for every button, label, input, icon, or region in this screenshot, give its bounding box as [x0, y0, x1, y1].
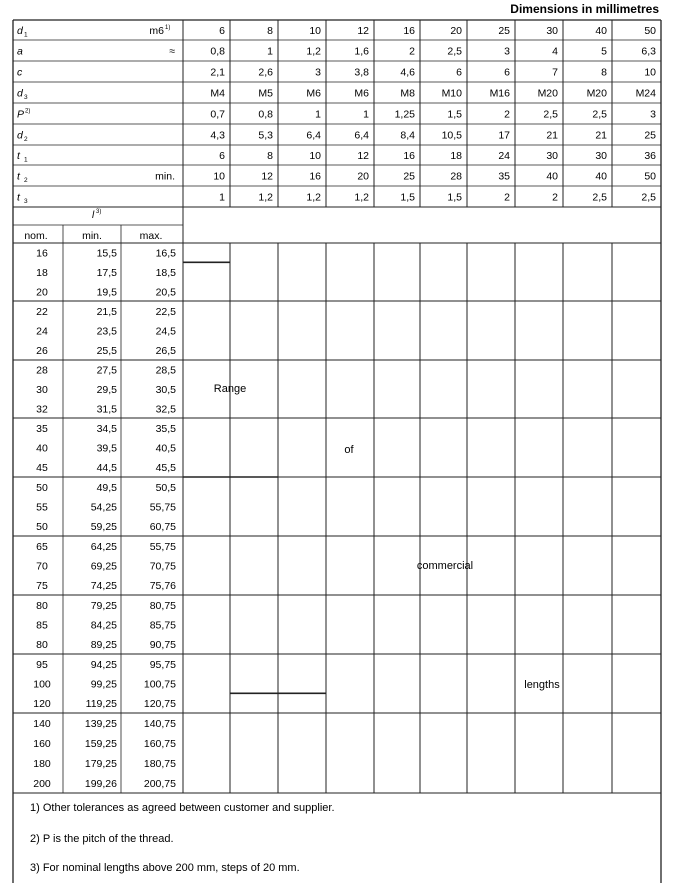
length-maximum: 55,75 [149, 501, 176, 514]
param-value: 5,3 [258, 129, 273, 142]
length-row [36, 620, 176, 632]
length-nominal: 30 [36, 384, 48, 396]
length-maximum: 18,5 [155, 267, 176, 279]
length-minimum: 44,5 [96, 462, 117, 475]
length-maximum: 50,5 [155, 481, 176, 494]
param-value: M8 [400, 87, 415, 100]
length-row [36, 600, 176, 612]
param-value: 1 [315, 108, 321, 121]
param-value: 40 [595, 25, 607, 37]
length-maximum: 70,75 [149, 560, 176, 573]
length-nominal: 100 [33, 678, 51, 691]
footnote-3: 3) For nominal lengths above 200 mm, steps of 20 mm. [30, 862, 300, 874]
param-symbol: d [17, 25, 23, 37]
param-value: 6,4 [306, 129, 321, 142]
param-value: 24 [498, 150, 510, 162]
length-row [36, 561, 176, 573]
parameter-rows [17, 25, 656, 205]
length-maximum: 22,5 [155, 305, 176, 318]
length-minimum: 159,25 [84, 738, 117, 750]
max-column-header: max. [139, 230, 163, 242]
param-value: 1 [267, 45, 273, 58]
param-value: 2,5 [592, 108, 607, 121]
length-group [33, 718, 176, 790]
length-nominal: 85 [36, 619, 48, 632]
length-minimum: 99,25 [90, 678, 117, 691]
param-value: 2 [504, 191, 510, 204]
length-nominal: 18 [36, 267, 48, 279]
length-minimum: 94,25 [90, 658, 117, 671]
length-row [33, 758, 176, 770]
length-minimum: 25,5 [96, 345, 117, 358]
length-row [33, 778, 176, 790]
range-word-3: commercial [416, 560, 474, 572]
length-minimum: 69,25 [90, 560, 117, 573]
length-group [36, 365, 176, 416]
param-value: 8 [267, 150, 273, 162]
param-value: M16 [489, 87, 510, 100]
length-nominal: 50 [36, 521, 48, 534]
param-value: 4,6 [400, 66, 415, 79]
length-nominal: 140 [33, 718, 51, 730]
param-value: 18 [450, 150, 462, 162]
length-minimum: 64,25 [90, 540, 117, 553]
param-symbol: a [17, 45, 23, 58]
param-value: 30 [595, 150, 607, 162]
param-value: 40 [546, 170, 558, 183]
param-value: 1,2 [258, 191, 273, 204]
length-maximum: 120,75 [143, 698, 176, 711]
length-minimum: 29,5 [96, 384, 117, 396]
length-row [33, 698, 176, 710]
length-row [33, 718, 176, 730]
param-value: 2,6 [258, 66, 273, 79]
min-column-header: min. [82, 230, 102, 242]
param-row [17, 88, 656, 102]
length-maximum: 75,76 [149, 580, 176, 593]
param-subscript: 3 [24, 198, 28, 205]
param-value: 6 [219, 25, 225, 37]
length-group [36, 248, 176, 299]
param-value: 20 [450, 25, 462, 37]
param-note: min. [155, 170, 175, 183]
length-group [36, 482, 176, 533]
length-group [36, 306, 176, 357]
length-nominal: 65 [36, 540, 48, 553]
length-nominal: 120 [33, 698, 51, 711]
length-maximum: 45,5 [155, 462, 176, 475]
param-value: 4 [552, 45, 558, 58]
length-minimum: 27,5 [96, 364, 117, 377]
param-value: 2,5 [592, 191, 607, 204]
length-maximum: 100,75 [143, 678, 176, 691]
param-row [17, 25, 656, 39]
length-maximum: 90,75 [149, 639, 176, 652]
length-minimum: 21,5 [96, 305, 117, 318]
length-minimum: 23,5 [96, 325, 117, 338]
param-value: 12 [357, 150, 369, 162]
param-value: 6 [456, 66, 462, 79]
length-minimum: 74,25 [90, 580, 117, 593]
param-value: 2,5 [447, 45, 462, 58]
length-nominal: 180 [33, 758, 51, 770]
length-row [36, 365, 176, 377]
length-maximum: 40,5 [155, 442, 176, 455]
param-value: 30 [546, 25, 558, 37]
param-value: 2 [409, 45, 415, 58]
param-value: 25 [644, 129, 656, 142]
param-value: 6 [504, 66, 510, 79]
length-maximum: 32,5 [155, 403, 176, 416]
length-maximum: 80,75 [149, 599, 176, 612]
param-value: 1,5 [400, 191, 415, 204]
length-minimum: 54,25 [90, 501, 117, 514]
length-maximum: 180,75 [143, 758, 176, 770]
length-row [36, 326, 176, 338]
param-value: 6 [219, 150, 225, 162]
param-value: 2,1 [210, 66, 225, 79]
range-word-1: Range [213, 383, 247, 395]
length-nominal: 24 [36, 325, 48, 338]
length-minimum: 139,25 [84, 718, 117, 730]
param-value: 20 [357, 170, 369, 183]
param-value: 21 [595, 129, 607, 142]
param-value: M20 [537, 87, 558, 100]
param-value: 50 [644, 170, 656, 183]
param-value: 10 [213, 170, 225, 183]
param-value: 8 [601, 66, 607, 79]
param-value: 8 [267, 25, 273, 37]
length-maximum: 60,75 [149, 521, 176, 534]
param-symbol: d [17, 87, 23, 100]
length-header [24, 209, 162, 242]
param-value: 1,2 [354, 191, 369, 204]
param-note: ≈ [169, 45, 175, 58]
param-value: 3,8 [354, 66, 369, 79]
length-maximum: 16,5 [155, 247, 176, 260]
length-minimum: 19,5 [96, 286, 117, 299]
length-row [36, 443, 176, 455]
range-word-2: of [344, 444, 354, 456]
length-minimum: 199,26 [84, 778, 117, 790]
param-value: M20 [586, 87, 607, 100]
length-group [36, 541, 176, 592]
param-value: M10 [441, 87, 462, 100]
param-subscript: 1 [24, 31, 28, 39]
length-nominal: 40 [36, 442, 48, 455]
length-row [36, 541, 176, 553]
length-nominal: 50 [36, 481, 48, 494]
length-row [36, 345, 176, 357]
param-value: 6,3 [641, 45, 656, 58]
param-value: M4 [210, 87, 225, 100]
param-value: 40 [595, 170, 607, 183]
length-minimum: 34,5 [96, 422, 117, 435]
length-minimum: 39,5 [96, 442, 117, 455]
length-row [36, 462, 176, 474]
param-value: 1,6 [354, 45, 369, 58]
length-row [36, 286, 176, 298]
param-subscript: 1 [24, 156, 28, 164]
param-value: 4,3 [210, 129, 225, 142]
range-word-4: lengths [524, 679, 560, 691]
length-nominal: 80 [36, 639, 48, 652]
param-value: 3 [504, 45, 510, 58]
param-value: 50 [644, 25, 656, 37]
length-row [33, 738, 176, 750]
length-row [36, 502, 176, 514]
length-group [36, 423, 176, 474]
param-value: 28 [450, 170, 462, 183]
param-symbol: t [17, 170, 20, 183]
param-value: 1,5 [447, 108, 462, 121]
footnote-1: 1) Other tolerances as agreed between customer and supplier. [30, 802, 335, 814]
param-value: 2 [552, 191, 558, 204]
length-nominal: 20 [36, 286, 48, 299]
footnote-2: 2) P is the pitch of the thread. [30, 833, 174, 845]
param-row [17, 109, 656, 121]
length-minimum: 89,25 [90, 639, 117, 652]
length-maximum: 30,5 [155, 384, 176, 396]
length-nominal: 200 [33, 778, 51, 790]
length-maximum: 24,5 [155, 325, 176, 338]
length-nominal: 22 [36, 305, 48, 318]
length-row [36, 403, 176, 415]
length-group [33, 659, 176, 710]
param-value: M24 [635, 87, 656, 100]
param-symbol: c [17, 66, 23, 79]
length-nominal: 95 [36, 658, 48, 671]
param-value: 1,2 [306, 191, 321, 204]
length-nominal: 70 [36, 560, 48, 573]
param-value: 12 [261, 170, 273, 183]
param-value: 2,5 [641, 191, 656, 204]
param-value: 12 [357, 25, 369, 37]
length-row [36, 306, 176, 318]
param-value: 16 [403, 150, 415, 162]
param-value: 1,5 [447, 191, 462, 204]
param-value: M5 [258, 87, 273, 100]
length-row [36, 521, 176, 533]
footnotes [30, 802, 335, 874]
param-value: M6 [354, 87, 369, 100]
length-row [36, 482, 176, 494]
param-value: 2,5 [543, 108, 558, 121]
length-maximum: 200,75 [143, 778, 176, 790]
nom-column-header: nom. [24, 230, 48, 242]
length-row [36, 384, 176, 396]
length-row [36, 267, 176, 279]
param-row [17, 130, 656, 144]
length-nominal: 32 [36, 403, 48, 416]
length-row [33, 679, 176, 691]
param-value: 1 [363, 108, 369, 121]
length-maximum: 55,75 [149, 540, 176, 553]
length-group [36, 600, 176, 651]
commercial-range-labels [214, 383, 560, 691]
length-nominal: 160 [33, 738, 51, 750]
length-maximum: 85,75 [149, 619, 176, 632]
param-value: 10,5 [441, 129, 462, 142]
param-note: m6 [149, 25, 164, 37]
param-symbol: P [17, 108, 25, 121]
param-value: 1,25 [394, 108, 415, 121]
length-nominal: 55 [36, 501, 48, 514]
length-nominal: 28 [36, 364, 48, 377]
param-symbol: t [17, 150, 20, 162]
param-value: 8,4 [400, 129, 415, 142]
length-row [36, 423, 176, 435]
param-value: 1 [219, 191, 225, 204]
length-row [36, 639, 176, 651]
param-value: 5 [601, 45, 607, 58]
length-symbol: l [92, 210, 95, 221]
length-minimum: 179,25 [84, 758, 117, 770]
length-minimum: 79,25 [90, 599, 117, 612]
length-maximum: 95,75 [149, 658, 176, 671]
length-nominal: 16 [36, 247, 48, 260]
param-value: 3 [650, 108, 656, 121]
param-value: 10 [309, 25, 321, 37]
length-minimum: 31,5 [96, 403, 117, 416]
param-subscript: 3 [24, 94, 28, 101]
param-row [17, 46, 656, 58]
length-nominal: 80 [36, 599, 48, 612]
param-value: 0,8 [210, 45, 225, 58]
length-row [36, 248, 176, 260]
length-nominal: 26 [36, 345, 48, 358]
param-footnote-marker: 2) [25, 108, 31, 115]
param-subscript: 2 [24, 136, 28, 143]
param-row [17, 192, 656, 206]
length-nominal: 75 [36, 580, 48, 593]
length-nominal: 45 [36, 462, 48, 475]
param-value: 0,7 [210, 108, 225, 121]
length-minimum: 59,25 [90, 521, 117, 534]
param-value: 25 [403, 170, 415, 183]
param-value: 21 [546, 129, 558, 142]
param-note-footnote-marker: 1) [165, 25, 171, 31]
param-symbol: t [17, 191, 20, 204]
length-maximum: 26,5 [155, 345, 176, 358]
param-value: M6 [306, 87, 321, 100]
length-row [36, 580, 176, 592]
param-value: 16 [309, 170, 321, 183]
param-value: 30 [546, 150, 558, 162]
length-row [36, 659, 176, 671]
param-value: 10 [309, 150, 321, 162]
param-row [17, 67, 656, 79]
units-caption: Dimensions in millimetres [510, 2, 659, 16]
length-maximum: 160,75 [143, 738, 176, 750]
param-row [17, 150, 656, 164]
param-subscript: 2 [24, 177, 28, 184]
length-rows [33, 248, 176, 790]
param-value: 2 [504, 108, 510, 121]
length-maximum: 28,5 [155, 364, 176, 377]
param-value: 3 [315, 66, 321, 79]
param-value: 17 [498, 129, 510, 142]
length-minimum: 17,5 [96, 267, 117, 279]
length-maximum: 35,5 [155, 422, 176, 435]
param-value: 7 [552, 66, 558, 79]
param-value: 16 [403, 25, 415, 37]
length-nominal: 35 [36, 422, 48, 435]
length-minimum: 84,25 [90, 619, 117, 632]
param-value: 35 [498, 170, 510, 183]
length-minimum: 119,25 [85, 698, 117, 711]
param-symbol: d [17, 129, 23, 142]
length-maximum: 20,5 [155, 286, 176, 299]
param-value: 0,8 [258, 108, 273, 121]
length-maximum: 140,75 [143, 718, 176, 730]
param-value: 10 [644, 66, 656, 79]
param-value: 25 [498, 25, 510, 37]
param-row [17, 171, 656, 185]
param-value: 36 [644, 150, 656, 162]
param-value: 6,4 [354, 129, 369, 142]
length-minimum: 49,5 [96, 481, 117, 494]
length-footnote-marker: 3) [96, 209, 102, 215]
length-minimum: 15,5 [96, 247, 117, 260]
param-value: 1,2 [306, 45, 321, 58]
